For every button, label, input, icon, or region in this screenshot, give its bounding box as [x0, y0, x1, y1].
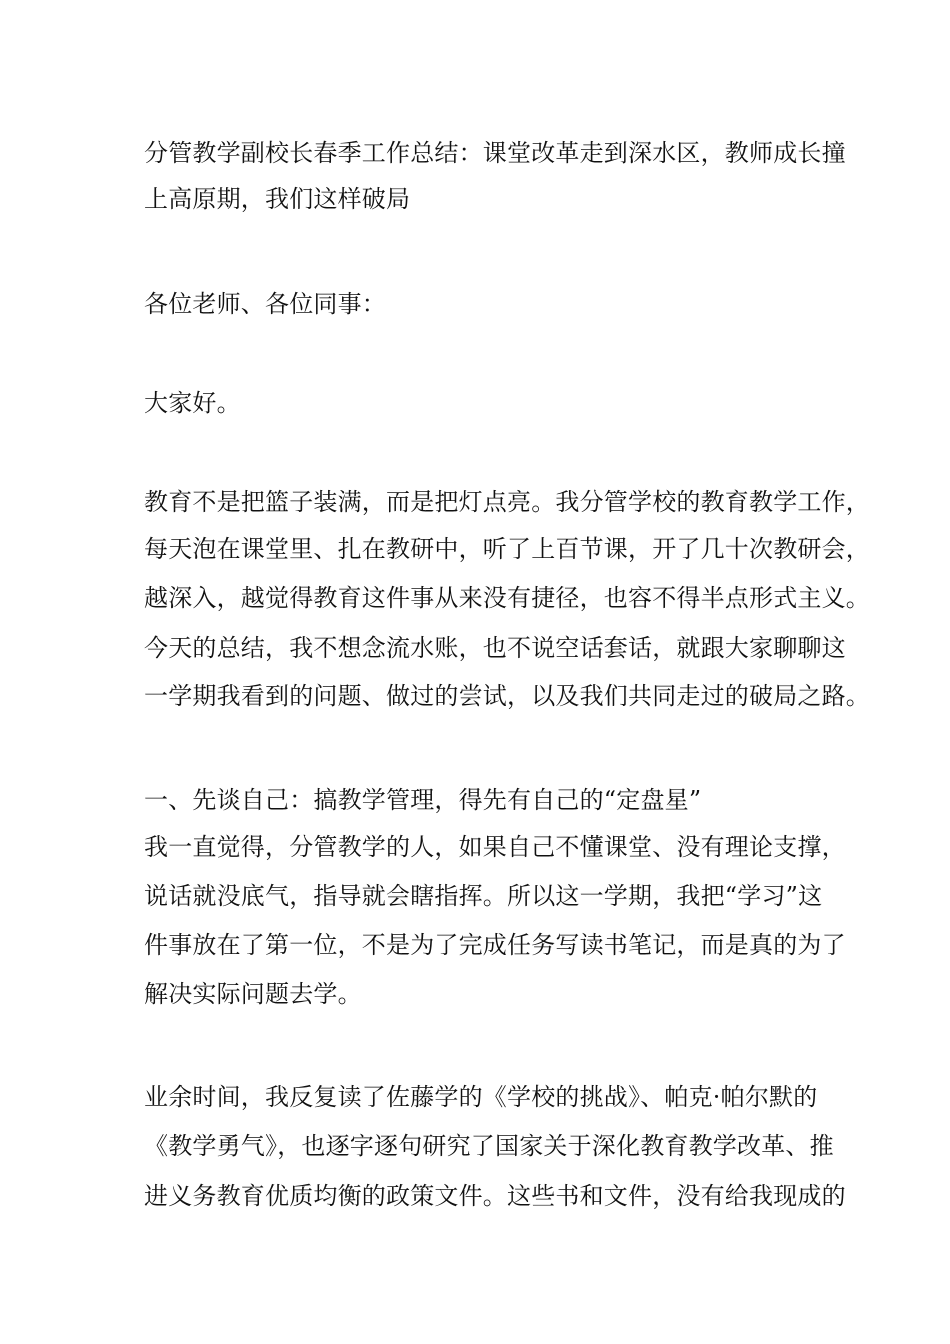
greeting: 大家好。 [144, 389, 241, 417]
intro-line-2: 每天泡在课堂里、扎在教研中，听了上百节课，开了几十次教研会， [144, 535, 870, 563]
section-1-line-4: 解决实际问题去学。 [144, 980, 362, 1008]
title-line-2: 上高原期，我们这样破局 [144, 185, 411, 213]
section-1-line-1: 我一直觉得，分管教学的人，如果自己不懂课堂、没有理论支撑， [144, 833, 846, 861]
salutation: 各位老师、各位同事： [144, 290, 386, 318]
intro-line-3: 越深入，越觉得教育这件事从来没有捷径，也容不得半点形式主义。 [144, 584, 870, 612]
section-1-line-3: 件事放在了第一位，不是为了完成任务写读书笔记，而是真的为了 [144, 931, 846, 959]
intro-line-5: 一学期我看到的问题、做过的尝试，以及我们共同走过的破局之路。 [144, 682, 870, 710]
intro-line-4: 今天的总结，我不想念流水账，也不说空话套话，就跟大家聊聊这 [144, 634, 846, 662]
intro-line-1: 教育不是把篮子装满，而是把灯点亮。我分管学校的教育教学工作， [144, 488, 870, 516]
section-1-p2-line-1: 业余时间，我反复读了佐藤学的《学校的挑战》、帕克·帕尔默的 [144, 1083, 818, 1111]
section-1-p2-line-3: 进义务教育优质均衡的政策文件。这些书和文件，没有给我现成的 [144, 1182, 846, 1210]
section-1-p2-line-2: 《教学勇气》，也逐字逐句研究了国家关于深化教育教学改革、推 [144, 1132, 834, 1160]
section-1-heading: 一、先谈自己：搞教学管理，得先有自己的“定盘星” [144, 786, 702, 814]
section-1-line-2: 说话就没底气，指导就会瞎指挥。所以这一学期，我把“学习”这 [144, 882, 823, 910]
title-line-1: 分管教学副校长春季工作总结：课堂改革走到深水区，教师成长撞 [144, 139, 846, 167]
